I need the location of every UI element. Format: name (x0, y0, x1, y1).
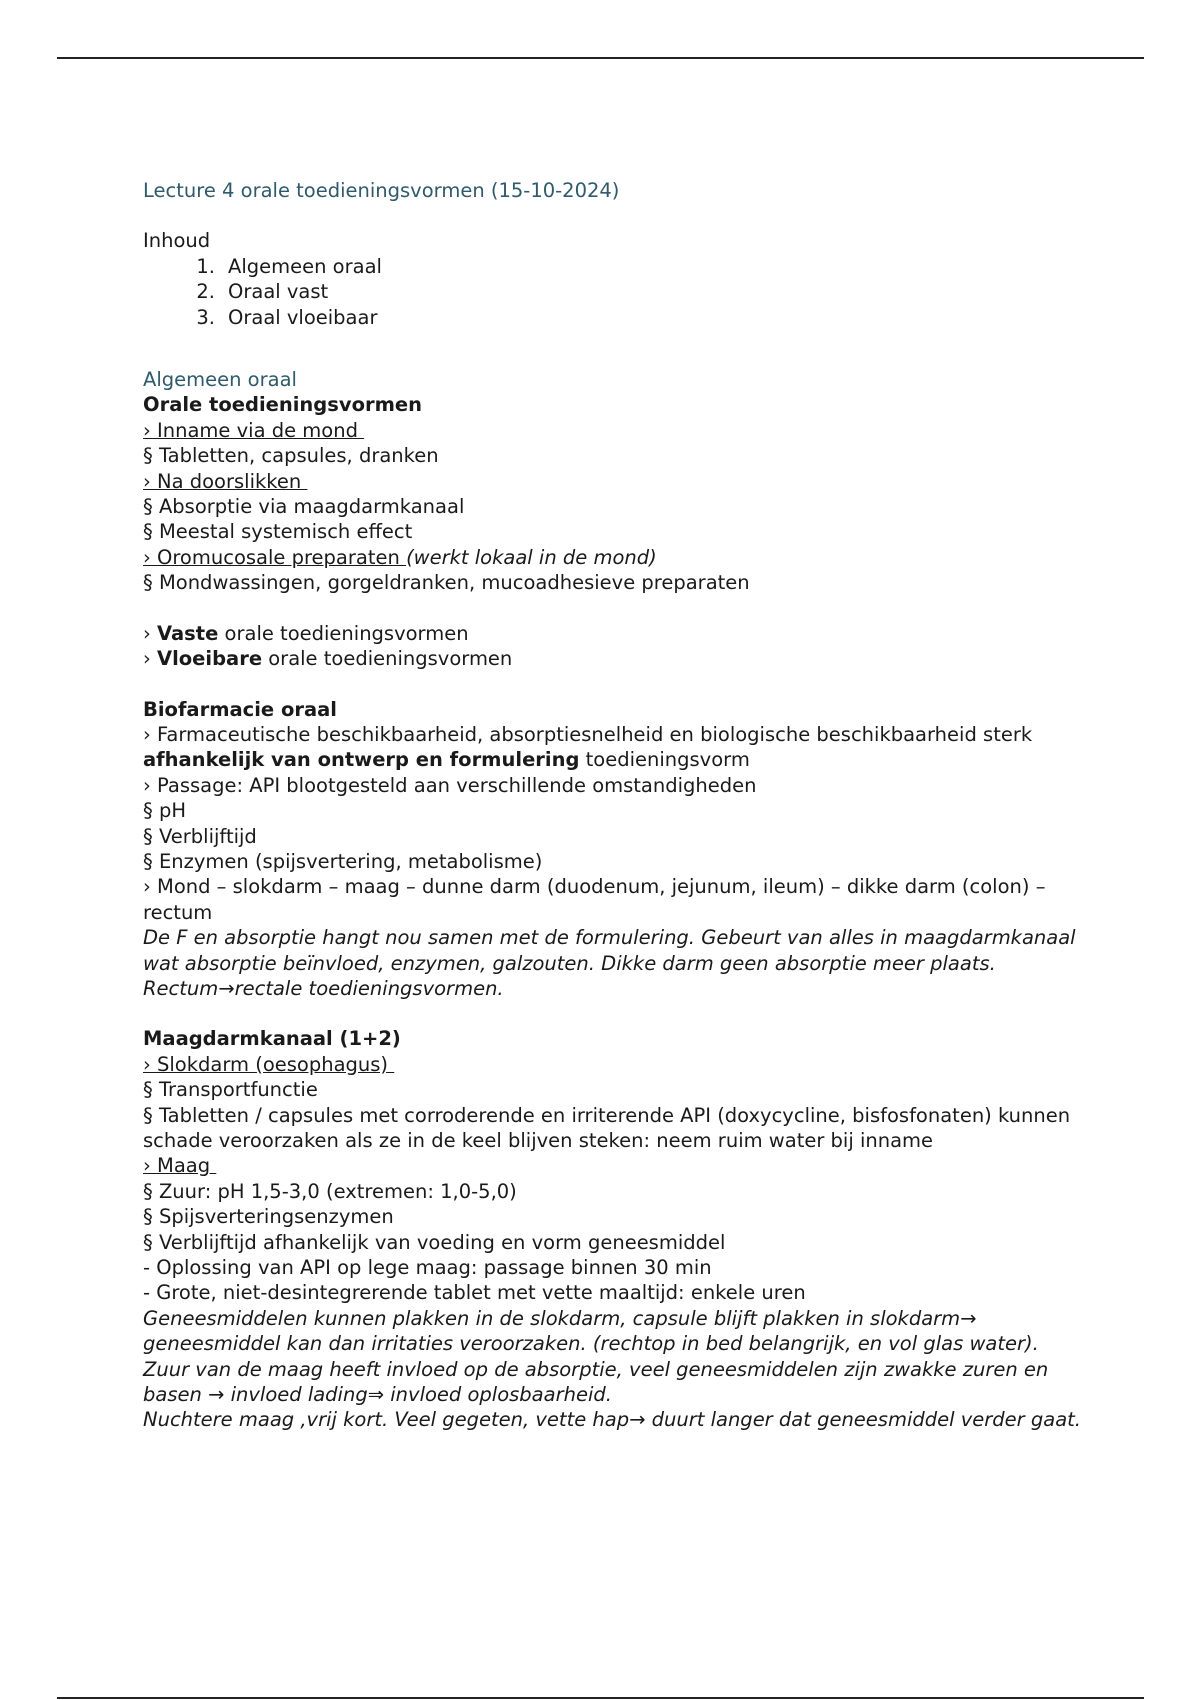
bullet-line: § Verblijftijd afhankelijk van voeding en vorm geneesmiddel (143, 1230, 726, 1254)
toc-label: Inhoud (143, 229, 211, 253)
document-body (143, 178, 1083, 1433)
bullet-line: › Vloeibare orale toedieningsvormen (143, 647, 513, 671)
bullet-line: › Na doorslikken (143, 469, 308, 493)
toc-list (143, 254, 1083, 330)
bullet-line: › Maag (143, 1154, 217, 1178)
bullet-line: § Mondwassingen, gorgeldranken, mucoadhesieve preparaten (143, 571, 750, 595)
subheading-orale: Orale toedieningsvormen (143, 393, 423, 417)
bullet-line: § Spijsverteringsenzymen (143, 1205, 394, 1229)
note-paragraph: De F en absorptie hangt nou samen met de formulering. Gebeurt van alles in maagdarmkanaal wat absorptie beïnvloed, enzymen, galzouten. Dikke darm geen absorptie meer plaats. Rectum→rectale toedieningsvormen. (143, 926, 1082, 1000)
bullet-line: § Meestal systemisch effect (143, 520, 413, 544)
note-paragraph: Nuchtere maag ,vrij kort. Veel gegeten, vette hap→ duurt langer dat geneesmiddel verder gaat. (143, 1408, 1082, 1432)
bullet-line: § Tabletten / capsules met corroderende en irriterende API (doxycycline, bisfosfonaten) kunnen schade veroorzaken als ze in de keel blijven steken: neem ruim water bij inname (143, 1103, 1077, 1152)
header-rule (57, 57, 1144, 59)
note-paragraph: Geneesmiddelen kunnen plakken in de slokdarm, capsule blijft plakken in slokdarm→ geneesmiddel kan dan irritaties veroorzaken. (rechtop in bed belangrijk, en vol glas water). (143, 1306, 1039, 1356)
bullet-line: › Slokdarm (oesophagus) (143, 1052, 395, 1076)
bullet-line: § Zuur: pH 1,5-3,0 (extremen: 1,0-5,0) (143, 1179, 517, 1203)
footer-rule (57, 1697, 1144, 1699)
document-title: Lecture 4 orale toedieningsvormen (15-10-2024) (143, 179, 620, 202)
bullet-line: › Mond – slokdarm – maag – dunne darm (duodenum, jejunum, ileum) – dikke darm (colon) – rectum (143, 875, 1052, 924)
section-heading-maagdarmkanaal: Maagdarmkanaal (1+2) (143, 1027, 401, 1051)
section-heading-biofarmacie: Biofarmacie oraal (143, 697, 337, 721)
toc-item: 3. Oraal vloeibaar (196, 305, 378, 329)
bullet-line: › Inname via de mond (143, 418, 365, 442)
bullet-line: § Verblijftijd (143, 824, 257, 848)
bullet-line: - Grote, niet-desintegrerende tablet met vette maaltijd: enkele uren (143, 1281, 806, 1305)
bullet-line: § Absorptie via maagdarmkanaal (143, 495, 465, 519)
bullet-line: - Oplossing van API op lege maag: passage binnen 30 min (143, 1256, 712, 1280)
toc-item: 1. Algemeen oraal (196, 254, 382, 278)
section-heading-algemeen: Algemeen oraal (143, 368, 297, 392)
toc-item: 2. Oraal vast (196, 280, 329, 304)
bullet-line: › Passage: API blootgesteld aan verschillende omstandigheden (143, 773, 757, 797)
note-paragraph: Zuur van de maag heeft invloed op de absorptie, veel geneesmiddelen zijn zwakke zuren en basen → invloed lading⇒ invloed oplosbaarheid. (143, 1357, 1055, 1407)
bullet-line: › Oromucosale preparaten (werkt lokaal in de mond) (143, 545, 657, 569)
paragraph: › Farmaceutische beschikbaarheid, absorptiesnelheid en biologische beschikbaarheid sterk afhankelijk van ontwerp en formulering toedieningsvorm (143, 722, 1039, 772)
bullet-line: § Tabletten, capsules, dranken (143, 444, 439, 468)
bullet-line: § Enzymen (spijsvertering, metabolisme) (143, 849, 543, 873)
bullet-line: › Vaste orale toedieningsvormen (143, 621, 469, 645)
bullet-line: § Transportfunctie (143, 1078, 318, 1102)
bullet-line: § pH (143, 799, 186, 823)
